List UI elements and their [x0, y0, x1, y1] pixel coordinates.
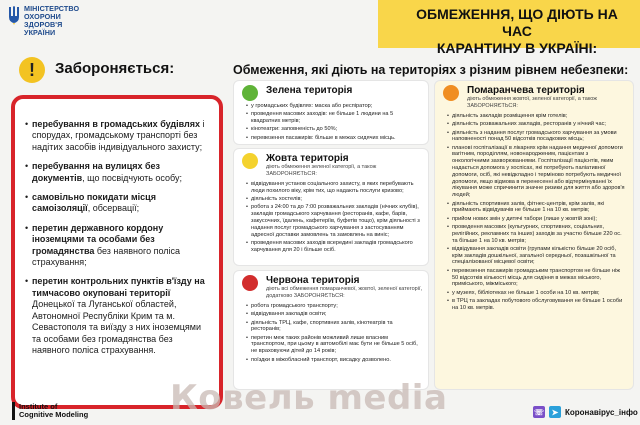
list-item: • перевезення пасажирів громадським транспортом не більше ніж 50 відсотків кількості місць для сидіння в межах міського, приміського, міжміського; [447, 268, 625, 288]
page-title: ОБМЕЖЕННЯ, ЩО ДІЮТЬ НА ЧАС КАРАНТИНУ В УКРАЇНІ: [416, 6, 618, 56]
list-item: • поїздки в міжобласний транспорт, висадку дозволено. [246, 357, 420, 364]
zone-name: Помаранчева територія [467, 85, 585, 96]
orange-dot-icon [443, 85, 459, 101]
red-dot-icon [242, 275, 258, 291]
ministry-logo [8, 5, 88, 49]
list-item: • перетин державного кордону іноземцями та особами без громадянства без наявного поліса страхування; [25, 223, 209, 269]
zone-subtitle: діють обмеження зеленої категорії, а також ЗАБОРОНЯЄТЬСЯ: [266, 164, 377, 177]
list-item: • проведення масових заходів всередині закладів громадського харчування для 20 і більше осіб. [246, 240, 420, 254]
green-dot-icon [242, 85, 258, 101]
list-item: • у громадських будівлях: маска або респіратор; [246, 103, 420, 110]
list-item: • відвідування закладів освіти; [246, 311, 420, 318]
list-item: • діяльність з надання послуг громадського харчування за умови наповненості понад 50 відсотків посадкових місць; [447, 130, 625, 144]
header-banner [378, 0, 640, 56]
forbidden-list [11, 95, 223, 409]
telegram-icon[interactable]: ➤ [549, 406, 561, 418]
list-item: • перетин меж таких районів можливий лише власним транспортом, при цьому в автомобілі має бути не більше 5 осіб, не враховуючи дітей до 14 років; [246, 335, 420, 355]
watermark: Ковель media [170, 378, 448, 418]
zone-subtitle: діють всі обмеження помаранчевої, жовтої, зеленої категорії, додатково ЗАБОРОНЯЄТЬСЯ: [266, 286, 423, 299]
zone-name: Жовта територія [266, 153, 349, 164]
list-item: • робота громадського транспорту; [246, 303, 420, 310]
list-item: • планові госпіталізації в лікарнях крім надання медичної допомоги вагітним, породіллям, новонародженим, пацієнтам з онкологічними захворюваннями. Госпіталізації пацієнтів, яким надається допомога у хоспісах, які потребують паліативної допомоги, осіб, які невідкладно і терміново потребують медичної допомоги, якщо відмова в перенесенні або відтермінуванні їх лікування може спричинити значне ризики для життя або здоров'я людей; [447, 145, 625, 199]
list-item: • перетин контрольних пунктів в'їзду на тимчасово окуповані території Донецької та Луганської областей, Автономної Республіки Крим та м. Севастополя та виїзду з них іноземцями та особами без громадянства без наявного поліса страхування. [25, 276, 209, 356]
list-item: • перебування в громадських будівлях і спорудах, громадському транспорті без надітих засобів індивідуального захисту; [25, 119, 209, 153]
warning-icon: ! [19, 57, 45, 83]
list-item: • в ТРЦ та закладах побутового обслуговування не більше 1 особи на 10 кв. метрів. [447, 298, 625, 312]
list-item: • діяльність спортивних залів, фітнес-центрів, крім залів, які приймають відвідувачів не більше 1 на 10 кв. метрів; [447, 201, 625, 215]
orange-zone-card [434, 80, 634, 390]
zone-subtitle: діють обмеження жовтої, зеленої категорії, а також ЗАБОРОНЯЄТЬСЯ: [467, 96, 597, 109]
trident-icon [8, 5, 20, 25]
icm-logo: Institute of Cognitive Modeling [12, 402, 88, 420]
list-item: • діяльність розважальних закладів, ресторанів у нічний час; [447, 121, 625, 128]
list-item: • відвідування установ соціального захисту, в яких перебувають люди похилого віку, крім тих, що надають послуги кризово; [246, 181, 420, 195]
social-handle[interactable]: Коронавірус_інфо [565, 407, 638, 417]
red-zone-card [233, 270, 429, 390]
zone-name: Червона територія [266, 275, 360, 286]
list-item: • проведення масових заходів: не більше 1 людини на 5 квадратних метрів; [246, 111, 420, 125]
zones-title: Обмеження, які діють на територіях з різним рівнем небезпеки: [233, 63, 629, 77]
list-item: • діяльність ТРЦ, кафе, спортивних залів, кінотеатрів та ресторанів; [246, 320, 420, 334]
forbidden-title: Забороняється: [55, 60, 175, 77]
list-item: • перевезення пасажирів: більше в межах сидячих місць. [246, 135, 420, 142]
list-item: • робота з 24:00 та до 7:00 розважальних закладів (нічних клубів), закладів громадського харчування (ресторанів, кафе, барів, закусочних, їдалень, кафетеріїв, буфетів тощо), крім діяльності з надання послуг громадського харчування з застосуванням адресної доставки замовлень та замовлень на виніс; [246, 204, 420, 238]
list-item: • самовільно покидати місця самоізоляції, обсервації; [25, 192, 209, 215]
viber-icon[interactable]: ☏ [533, 407, 544, 417]
green-zone-card [233, 80, 429, 145]
list-item: • кінотеатри: заповненість до 50%; [246, 126, 420, 133]
list-item: • у музеях, бібліотеках не більше 1 особи на 10 кв. метрів; [447, 290, 625, 297]
ministry-name: МІНІСТЕРСТВО ОХОРОНИ ЗДОРОВ'Я УКРАЇНИ [24, 4, 80, 37]
zone-name: Зелена територія [266, 85, 353, 96]
list-item: • проведення масових (культурних, спортивних, соціальних, релігійних, рекламних та інших) заходів за участю більше 220 ос. та більше 1 на 10 кв. метрів; [447, 224, 625, 244]
social-links [533, 406, 638, 418]
yellow-dot-icon [242, 153, 258, 169]
list-item: • перебування на вулицях без документів, що посвідчують особу; [25, 161, 209, 184]
list-item: • прийом нових змін у дитячі табори (лише у жовтій зоні); [447, 216, 625, 223]
list-item: • діяльність закладів розміщення крім готелів; [447, 113, 625, 120]
list-item: • відвідування закладів освіти (групами кількістю більше 20 осіб, крім закладів дошкільної, загальної середньої, позашкільної та спеціалізованої місцевої освіти; [447, 246, 625, 266]
list-item: • діяльність хостелів; [246, 196, 420, 203]
yellow-zone-card [233, 148, 429, 266]
